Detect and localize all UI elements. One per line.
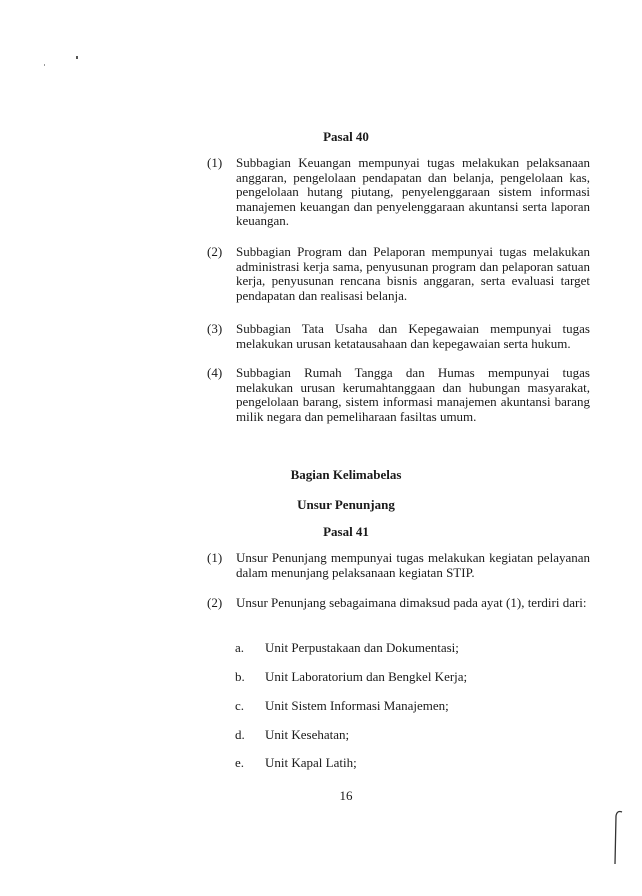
sub-item-letter: d. xyxy=(235,727,245,742)
sub-item-text: Unit Laboratorium dan Bengkel Kerja; xyxy=(265,669,468,684)
page-number: 16 xyxy=(339,788,353,803)
item-number: (3) xyxy=(207,321,223,336)
sub-item-text: Unit Perpustakaan dan Dokumentasi; xyxy=(265,640,459,655)
sub-item-letter: b. xyxy=(235,669,245,684)
sub-item-text: Unit Sistem Informasi Manajemen; xyxy=(265,698,449,713)
scan-speck xyxy=(44,64,45,66)
sub-item-text: Unit Kesehatan; xyxy=(265,727,350,742)
item-text: Subbagian Tata Usaha dan Kepegawaian mempunyai tugas melakukan urusan ketatausahaan dan kepegawaian serta hukum. xyxy=(236,321,590,351)
item-number: (2) xyxy=(207,244,223,259)
sub-item-letter: c. xyxy=(235,698,245,713)
pasal-41-title: Pasal 41 xyxy=(323,524,369,539)
sub-item-text: Unit Kapal Latih; xyxy=(265,755,357,770)
item-number: (2) xyxy=(207,595,223,610)
item-number: (1) xyxy=(207,155,223,170)
scan-speck xyxy=(76,56,78,59)
bagian-subtitle: Unsur Penunjang xyxy=(297,497,395,512)
sub-item-letter: a. xyxy=(235,640,245,655)
pasal-40-title: Pasal 40 xyxy=(323,129,369,144)
item-text: Unsur Penunjang mempunyai tugas melakukan kegiatan pelayanan dalam menunjang pelaksanaan kegiatan STIP. xyxy=(236,550,590,580)
item-text: Subbagian Program dan Pelaporan mempunyai tugas melakukan administrasi kerja sama, penyusunan program dan pelaporan satuan kerja, penyusunan rencana bisnis anggaran, serta evaluasi target pendapatan dan realisasi belanja. xyxy=(236,244,590,303)
margin-pen-mark xyxy=(612,806,626,866)
item-number: (4) xyxy=(207,365,223,380)
sub-item-letter: e. xyxy=(235,755,245,770)
bagian-title: Bagian Kelimabelas xyxy=(290,467,402,482)
item-text: Subbagian Rumah Tangga dan Humas mempunyai tugas melakukan urusan kerumahtanggaan dan hubungan masyarakat, pengelolaan barang, sistem informasi manajemen akuntansi barang milik negara dan pemeliharaan fasiltas umum. xyxy=(236,365,590,424)
item-text: Unsur Penunjang sebagaimana dimaksud pada ayat (1), terdiri dari: xyxy=(236,595,587,610)
item-text: Subbagian Keuangan mempunyai tugas melakukan pelaksanaan anggaran, pengelolaan pendapatan dan belanja, pengelolaan kas, pengelolaan hutang piutang, penyelenggaraan sistem informasi manajemen keuangan dan penyelenggaraan akuntansi serta laporan keuangan. xyxy=(236,155,590,229)
item-number: (1) xyxy=(207,550,223,565)
